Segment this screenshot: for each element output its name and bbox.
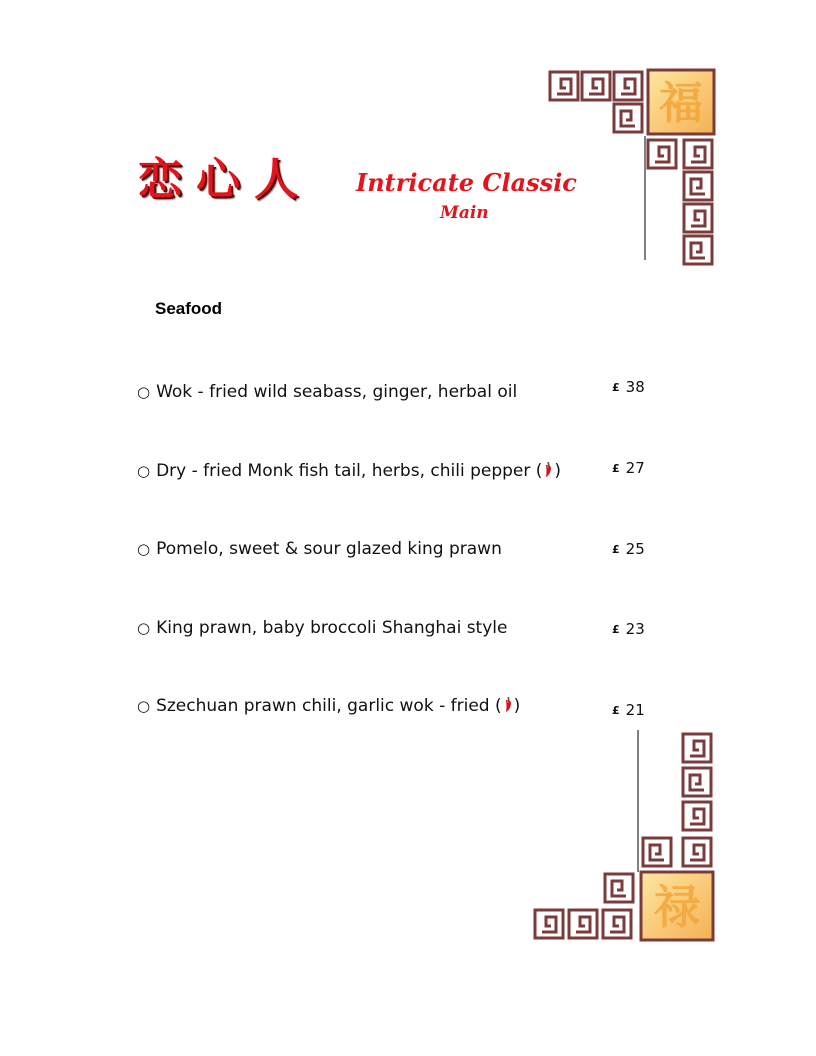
- svg-text:福: 福: [659, 78, 703, 129]
- bullet-icon: ○: [137, 540, 151, 558]
- section-title: Seafood: [155, 299, 223, 318]
- spicy-indicator: ( ): [494, 696, 521, 716]
- price-value: 27: [625, 459, 645, 477]
- currency-symbol: £: [612, 623, 620, 636]
- currency-symbol: £: [612, 462, 620, 475]
- dish-name: Pomelo, sweet & sour glazed king prawn: [156, 539, 502, 559]
- menu-item: [137, 615, 577, 641]
- dish-price: [612, 617, 672, 641]
- dish-name: Dry - fried Monk fish tail, herbs, chili pepper: [156, 461, 531, 481]
- menu-item: [137, 693, 577, 719]
- dish-name: Wok - fried wild seabass, ginger, herbal oil: [156, 382, 518, 402]
- menu-subtitle: Main: [440, 203, 489, 223]
- menu-title: Intricate Classic: [356, 168, 577, 197]
- price-value: 21: [625, 701, 645, 719]
- menu-item: [137, 379, 577, 405]
- bullet-icon: ○: [137, 697, 151, 715]
- bullet-icon: ○: [137, 619, 151, 637]
- menu-item: [137, 458, 577, 484]
- dish-name: King prawn, baby broccoli Shanghai style: [156, 618, 508, 638]
- price-value: 25: [625, 540, 645, 558]
- bullet-icon: ○: [137, 462, 151, 480]
- chili-pepper-icon: [543, 462, 553, 478]
- price-value: 38: [625, 378, 645, 396]
- dish-price: [612, 375, 672, 399]
- dish-price: [612, 537, 672, 561]
- price-value: 23: [625, 620, 645, 638]
- restaurant-chinese-name: 恋心人: [138, 154, 312, 205]
- bottom-right-fretwork-icon: [525, 722, 725, 950]
- top-right-fretwork-icon: [540, 60, 730, 270]
- menu-item: [137, 536, 577, 562]
- spicy-indicator: ( ): [535, 461, 562, 481]
- currency-symbol: £: [612, 543, 620, 556]
- dish-name: Szechuan prawn chili, garlic wok - fried: [156, 696, 490, 716]
- currency-symbol: £: [612, 381, 620, 394]
- chili-pepper-icon: [503, 697, 513, 713]
- svg-text:禄: 禄: [654, 880, 700, 934]
- dish-price: [612, 698, 672, 722]
- bullet-icon: ○: [137, 383, 151, 401]
- dish-price: [612, 456, 672, 480]
- currency-symbol: £: [612, 704, 620, 717]
